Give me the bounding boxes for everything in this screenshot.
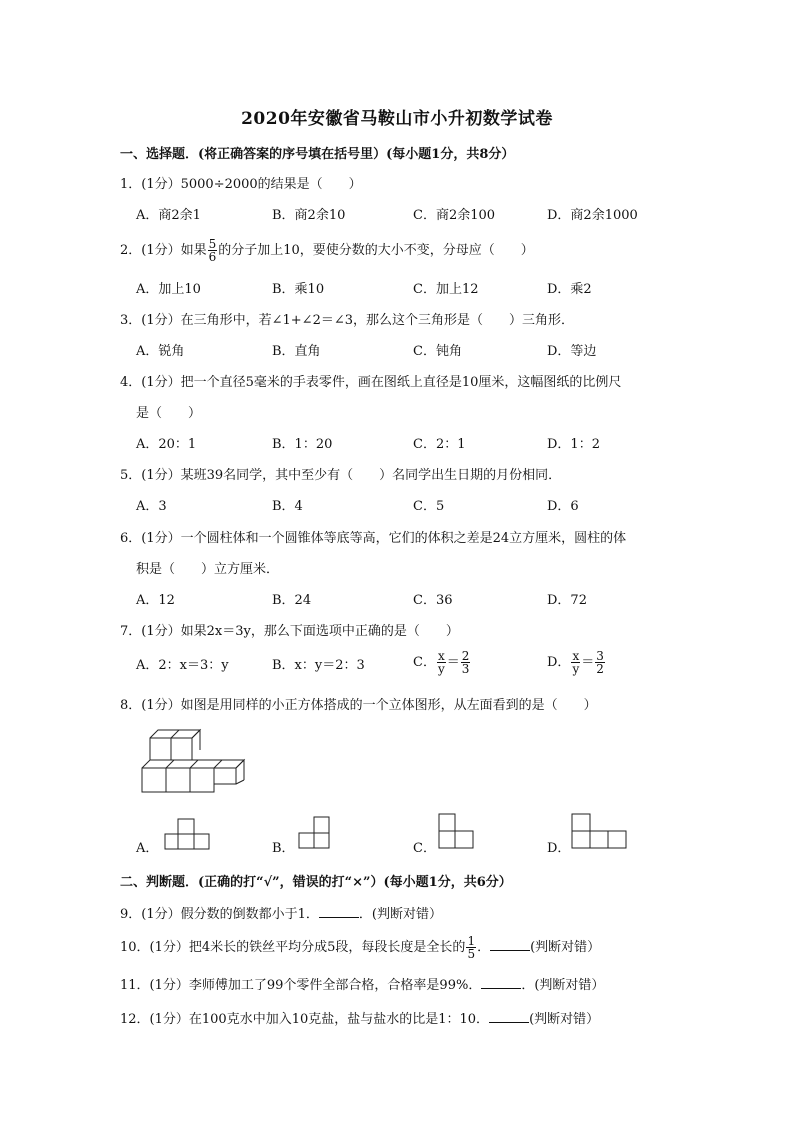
q7-d-right-den: 2 <box>596 662 604 676</box>
q3-option-b: B．直角 <box>272 344 321 359</box>
section-judge-heading: 二、判断题．(正确的打“√”，错误的打“×”）(每小题1分，共6分） <box>120 875 512 890</box>
q11-tail: ．(判断对错） <box>521 978 605 993</box>
question-3-stem: 3．(1分）在三角形中，若∠1+∠2＝∠3，那么这个三角形是（ ）三角形． <box>120 313 574 328</box>
q7-d-right-fraction <box>595 650 605 675</box>
q3-option-d: D．等边 <box>547 344 597 359</box>
q7-c-right-den: 3 <box>461 662 470 676</box>
q5-option-a: A．3 <box>136 499 167 514</box>
section-choice-heading: 一、选择题．(将正确答案的序号填在括号里）(每小题1分，共8分） <box>120 147 515 162</box>
question-12 <box>120 1010 599 1029</box>
q7-c-equals: ＝ <box>446 655 460 670</box>
question-2-stem <box>120 238 534 264</box>
question-11 <box>120 976 604 995</box>
q7-option-d <box>547 648 606 678</box>
q3-option-a: A．锐角 <box>136 344 185 359</box>
q2-fraction-denominator: 6 <box>208 250 217 264</box>
q8-option-b-label: B． <box>272 841 295 856</box>
q4-option-c: C．2：1 <box>413 437 466 452</box>
question-7-stem: 7．(1分）如果2x＝3y，那么下面选项中正确的是（ ） <box>120 624 459 639</box>
q7-d-equals: ＝ <box>581 655 595 670</box>
q6-option-d: D．72 <box>547 593 587 608</box>
question-4-stem-line1: 4．(1分）把一个直径5毫米的手表零件，画在图纸上直径是10厘米，这幅图纸的比例尺 <box>120 375 622 390</box>
q10-fraction-numerator: 1 <box>467 934 476 948</box>
q2-fraction-numerator: 5 <box>208 237 217 251</box>
q7-c-left-den: y <box>437 662 445 676</box>
question-5-stem: 5．(1分）某班39名同学，其中至少有（ ）名同学出生日期的月份相同． <box>120 468 562 483</box>
q7-c-left-num: x <box>437 649 445 663</box>
q11-answer-blank[interactable] <box>481 976 521 989</box>
question-8-stem: 8．(1分）如图是用同样的小正方体搭成的一个立体图形，从左面看到的是（ ） <box>120 698 597 713</box>
question-6-stem-line2: 积是（ ）立方厘米． <box>136 562 280 577</box>
q1-option-c: C．商2余100 <box>413 208 496 223</box>
q10-fraction-denominator: 5 <box>467 947 476 961</box>
q7-d-right-num: 3 <box>596 649 604 663</box>
q10-answer-blank[interactable] <box>490 938 530 951</box>
q8-option-b-figure <box>298 816 338 852</box>
q4-option-d: D．1：2 <box>547 437 600 452</box>
q7-d-left-den: y <box>572 662 580 676</box>
q6-option-c: C．36 <box>413 593 453 608</box>
q7-c-right-fraction <box>461 650 471 675</box>
cube-stack-figure <box>136 724 256 796</box>
question-10: 10．(1分）把4米长的铁丝平均分成5段，每段长度是全长的 $\frac{1}{5}$ ． (判断对错） <box>120 934 601 961</box>
q8-option-d-label: D． <box>547 841 571 856</box>
q2-stem-post: 的分子加上10，要使分数的大小不变，分母应（ ） <box>218 243 534 258</box>
q2-option-b: B．乘10 <box>272 282 325 297</box>
q5-option-c: C．5 <box>413 499 445 514</box>
q1-option-d: D．商2余1000 <box>547 208 638 223</box>
question-9 <box>120 905 442 924</box>
q7-d-left-num: x <box>572 649 580 663</box>
q1-option-b: B．商2余10 <box>272 208 346 223</box>
q7-c-right-num: 2 <box>461 649 470 663</box>
q6-option-a: A．12 <box>136 593 175 608</box>
q5-option-b: B．4 <box>272 499 303 514</box>
q8-option-c-label: C． <box>413 841 436 856</box>
q10-stem: 10．(1分）把4米长的铁丝平均分成5段，每段长度是全长的 <box>120 940 466 955</box>
q7-option-a: A．2：x＝3：y <box>136 658 229 673</box>
q6-option-b: B．24 <box>272 593 312 608</box>
q2-option-d: D．乘2 <box>547 282 592 297</box>
q5-option-d: D．6 <box>547 499 579 514</box>
question-1-stem: 1．(1分）5000÷2000的结果是（ ） <box>120 177 362 192</box>
question-6-stem-line1: 6．(1分）一个圆柱体和一个圆锥体等底等高，它们的体积之差是24立方厘米，圆柱的体 <box>120 531 627 546</box>
q12-tail: (判断对错） <box>529 1012 600 1027</box>
q8-option-c-figure <box>437 812 481 852</box>
q4-option-b: B．1：20 <box>272 437 333 452</box>
q11-stem: 11．(1分）李师傅加工了99个零件全部合格，合格率是99%． <box>120 978 482 993</box>
q8-option-a-label: A． <box>136 841 159 856</box>
question-4-stem-line2: 是（ ） <box>136 406 202 421</box>
q7-option-b: B．x：y＝2：3 <box>272 658 365 673</box>
q9-answer-blank[interactable] <box>319 905 359 918</box>
q9-tail: ．(判断对错） <box>358 907 442 922</box>
page-title: 2020年安徽省马鞍山市小升初数学试卷 <box>241 109 553 129</box>
q10-fraction <box>466 935 476 960</box>
q12-stem: 12．(1分）在100克水中加入10克盐，盐与盐水的比是1：10． <box>120 1012 490 1027</box>
q9-stem: 9．(1分）假分数的倒数都小于1． <box>120 907 319 922</box>
q2-option-c: C．加上12 <box>413 282 479 297</box>
q4-option-a: A．20：1 <box>136 437 197 452</box>
q12-answer-blank[interactable] <box>489 1010 529 1023</box>
q2-fraction <box>208 238 218 263</box>
q10-tail: (判断对错） <box>530 940 601 955</box>
q8-option-a-figure <box>164 818 214 852</box>
q7-d-left-fraction <box>571 650 580 675</box>
q7-option-d-label: D． <box>547 655 571 670</box>
q7-option-c <box>413 648 471 678</box>
q7-option-c-label: C． <box>413 655 436 670</box>
q1-option-a: A．商2余1 <box>136 208 201 223</box>
q2-option-a: A．加上10 <box>136 282 201 297</box>
q2-stem-pre: 2．(1分）如果 <box>120 243 207 258</box>
q7-c-left-fraction <box>437 650 446 675</box>
q8-option-d-figure <box>570 812 630 852</box>
q3-option-c: C．钝角 <box>413 344 462 359</box>
